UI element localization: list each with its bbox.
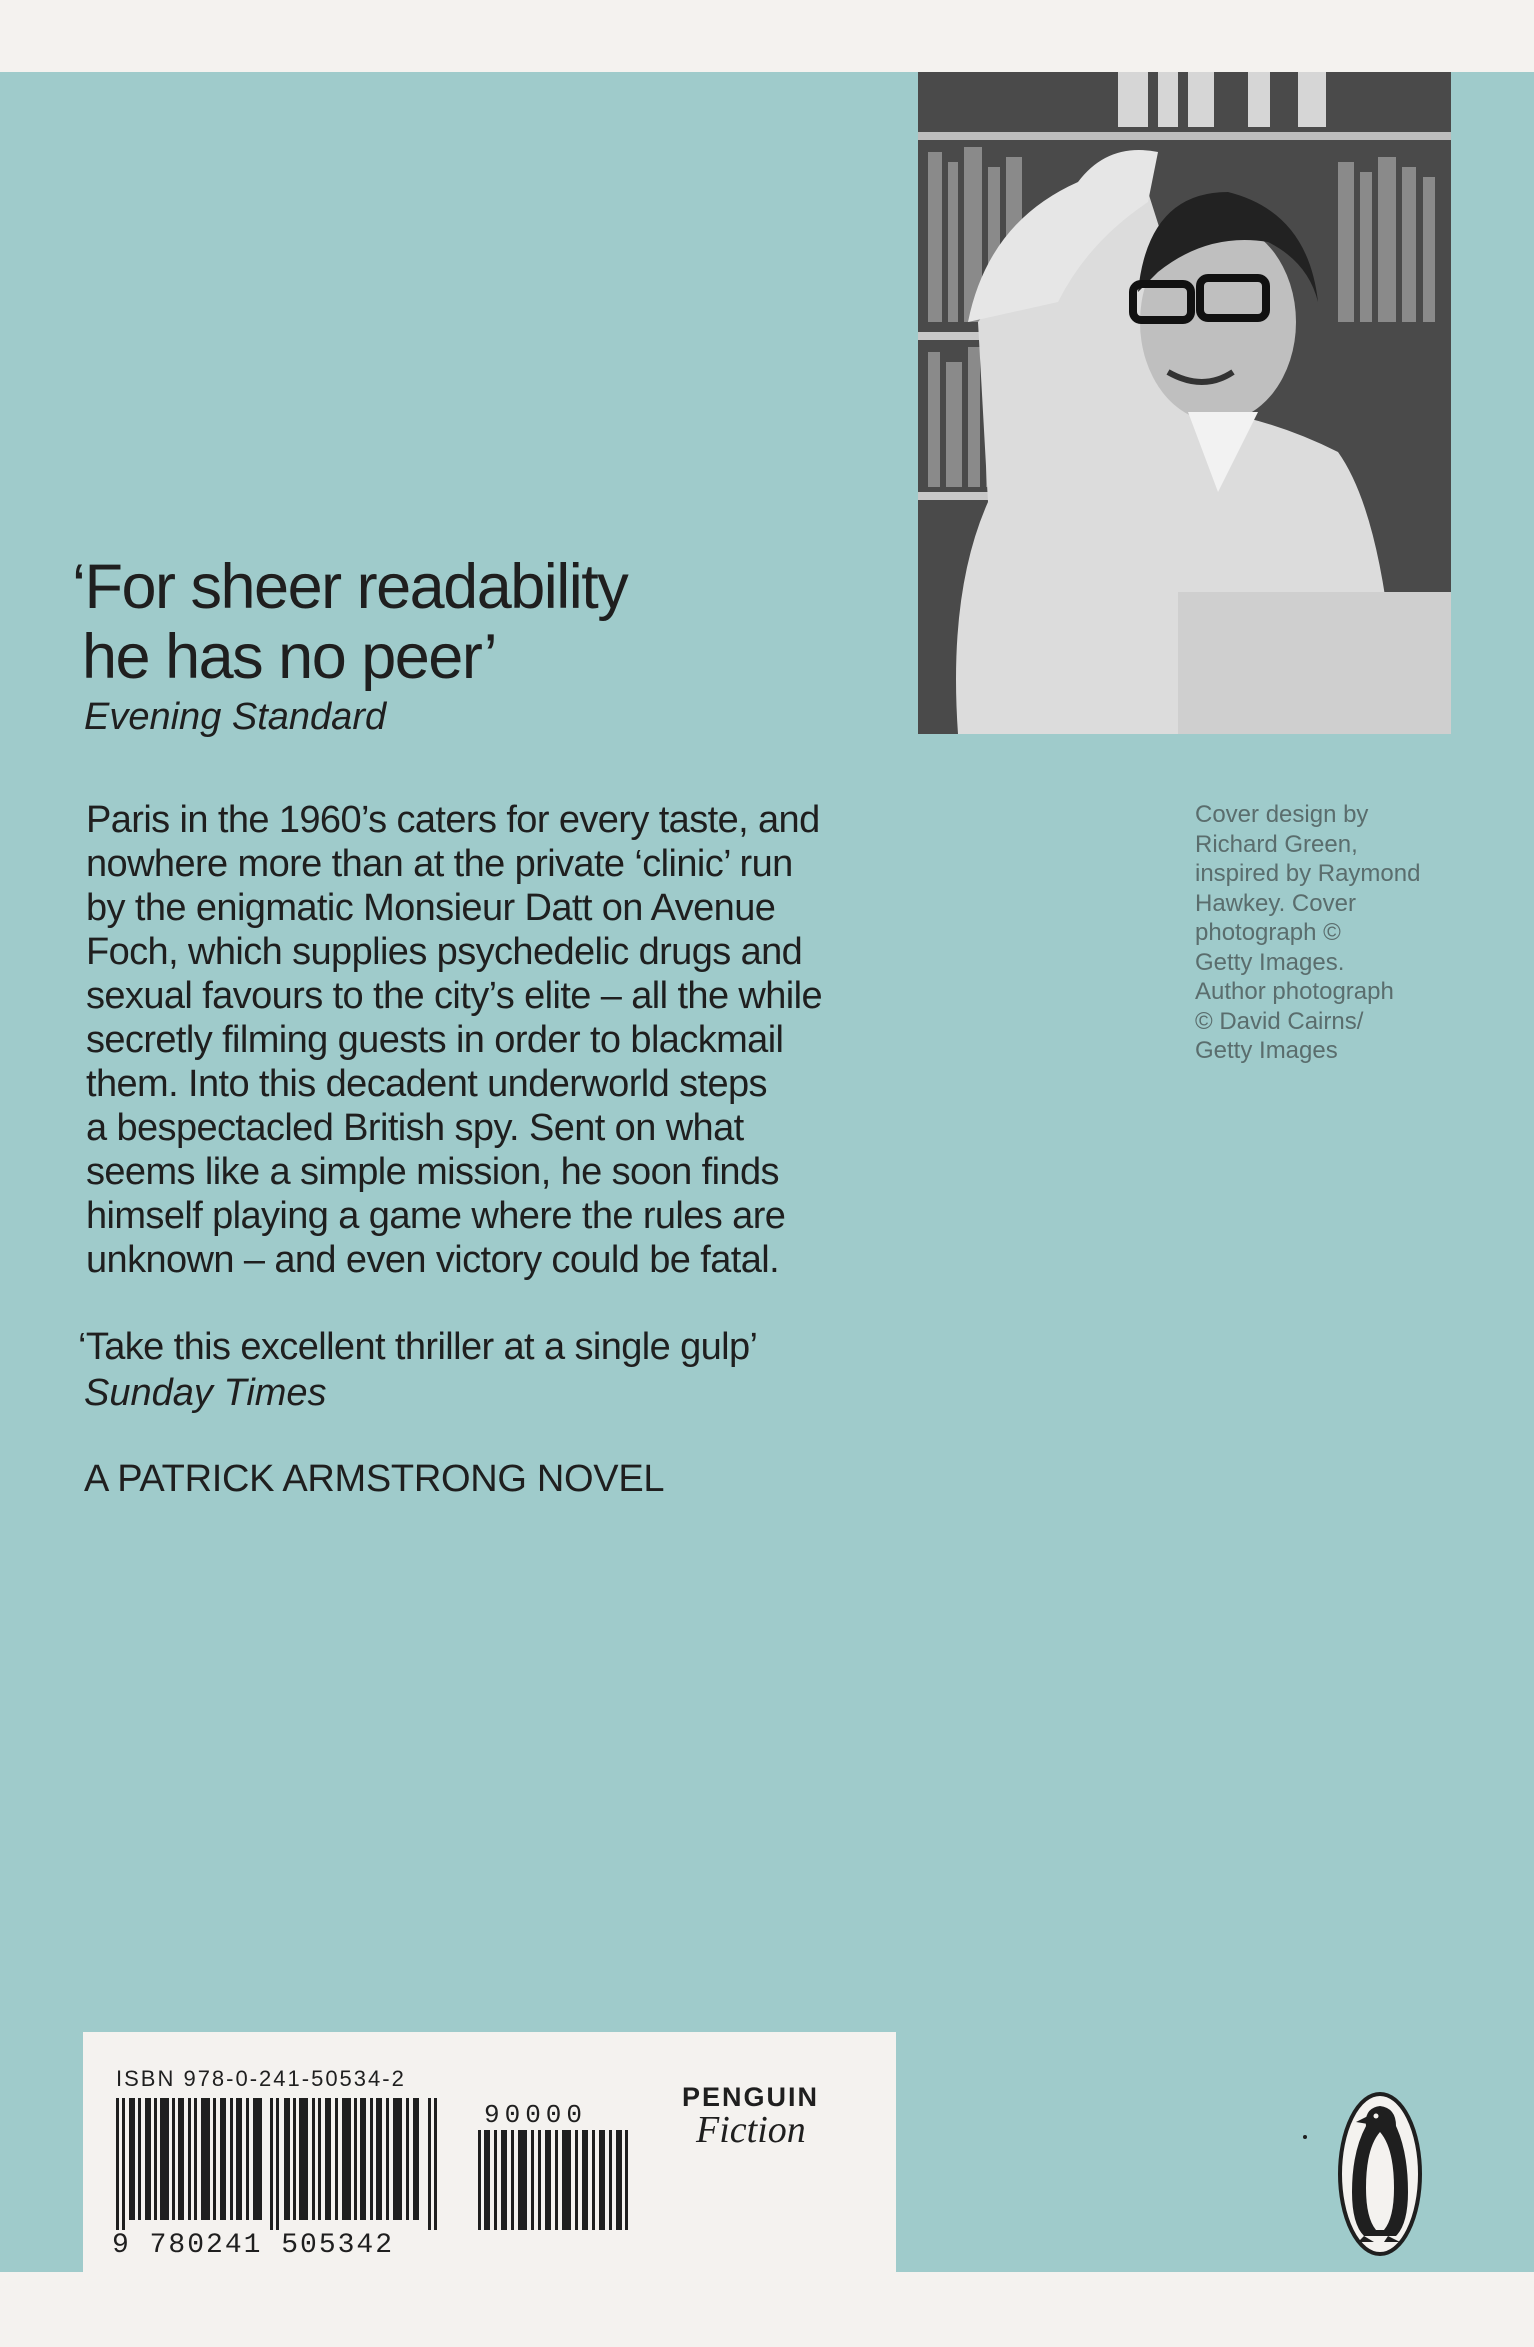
blurb-line: seems like a simple mission, he soon finds [86, 1151, 779, 1193]
registration-mark [1303, 2135, 1307, 2139]
credit-line: Getty Images [1195, 1037, 1338, 1064]
isbn-label: ISBN 978-0-241-50534-2 [116, 2066, 406, 2091]
credit-line: Cover design by [1195, 801, 1369, 828]
blurb [86, 798, 906, 1282]
blurb-line: a bespectacled British spy. Sent on what [86, 1107, 744, 1149]
author-photo [918, 72, 1451, 734]
barcode-digits: 9 780241 505342 [112, 2230, 395, 2261]
credit-line: © David Cairns/ [1195, 1007, 1364, 1035]
credit-line: Getty Images. [1195, 948, 1345, 976]
imprint-name: PENGUIN [682, 2082, 820, 2112]
blurb-line: nowhere more than at the private ‘clinic’ run [86, 843, 793, 885]
blurb-line: Foch, which supplies psychedelic drugs and [86, 931, 803, 973]
credit-line: Author photograph [1195, 978, 1394, 1005]
cover-credits [1195, 800, 1495, 1066]
blurb-line: himself playing a game where the rules are [86, 1195, 786, 1237]
credit-line: photograph © [1195, 919, 1341, 946]
blurb-line: by the enigmatic Monsieur Datt on Avenue [86, 887, 776, 929]
series-label: A PATRICK ARMSTRONG NOVEL [84, 1458, 665, 1500]
review-quote: ‘Take this excellent thriller at a single gulp’ [78, 1326, 758, 1368]
credit-line: Richard Green, [1195, 830, 1358, 858]
barcode-addon-digits: 90000 [484, 2100, 588, 2130]
blurb-line: secretly filming guests in order to blackmail [86, 1019, 784, 1061]
credit-line: Hawkey. Cover [1195, 889, 1356, 917]
review-quote-source: Sunday Times [84, 1372, 327, 1414]
blurb-line: them. Into this decadent underworld steps [86, 1063, 767, 1105]
blurb-line: unknown – and even victory could be fatal. [86, 1239, 780, 1281]
headline-quote-line: he has no peer’ [82, 622, 497, 692]
blurb-line: Paris in the 1960’s caters for every taste, and [86, 799, 820, 841]
penguin-logo-icon [1338, 2092, 1422, 2256]
headline-quote-source: Evening Standard [84, 696, 387, 738]
headline-quote [72, 552, 772, 692]
headline-quote-line: ‘For sheer readability [72, 552, 628, 622]
blurb-line: sexual favours to the city’s elite – all the while [86, 975, 823, 1017]
barcode-addon-icon [478, 2130, 628, 2230]
credit-line: inspired by Raymond [1195, 860, 1421, 887]
barcode-icon [116, 2098, 441, 2230]
category-label: Fiction [696, 2109, 806, 2151]
